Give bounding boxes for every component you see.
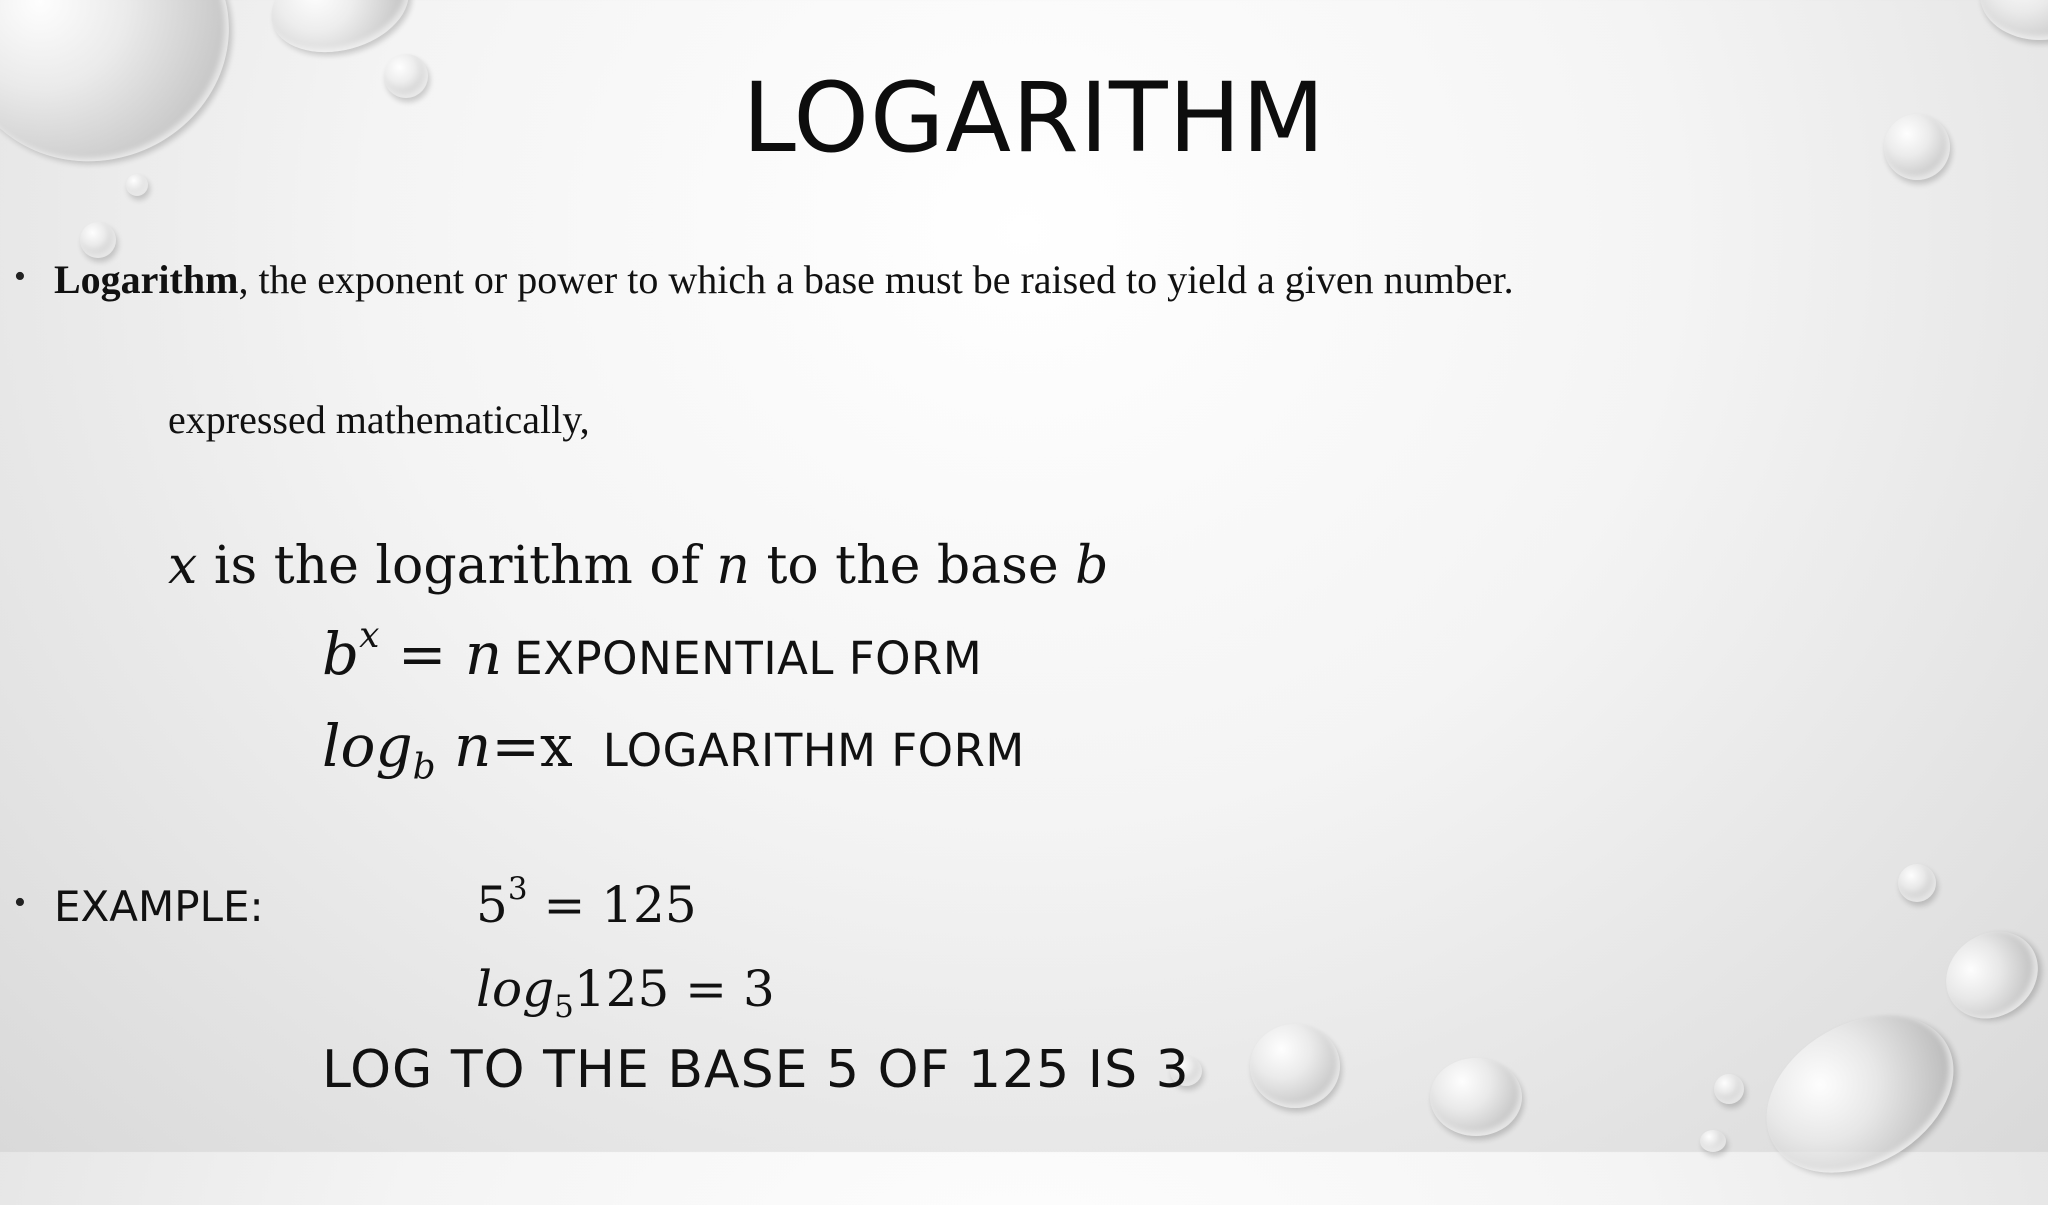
water-drop-decoration	[1980, 0, 2048, 40]
logarithm-form-line	[322, 712, 1025, 788]
eq2-log: log	[476, 960, 555, 1018]
statement-part2: to the base	[749, 536, 1076, 596]
var-b: b	[1075, 536, 1109, 596]
exp-equals: =	[379, 620, 465, 688]
log-equals-x: =x	[491, 712, 573, 780]
eq1-exponent: 3	[507, 870, 528, 907]
water-drop-decoration	[1250, 1024, 1340, 1108]
water-drop-decoration	[1700, 1130, 1726, 1152]
definition-text	[54, 256, 1514, 303]
var-x: x	[168, 536, 198, 596]
expressed-text: expressed mathematically,	[168, 397, 590, 442]
logarithm-form-label: LOGARITHM FORM	[602, 724, 1025, 777]
log-n: n	[435, 712, 492, 780]
definition-term: Logarithm	[54, 257, 239, 302]
bullet-icon: •	[14, 884, 26, 921]
bullet-icon: •	[14, 258, 26, 295]
definition-rest: , the exponent or power to which a base must be raised to yield a given number.	[238, 257, 1514, 302]
eq1-rest: = 125	[527, 876, 697, 934]
exp-exponent: x	[359, 615, 380, 657]
eq2-rest: 125 = 3	[573, 960, 775, 1018]
statement-part1: is the logarithm of	[197, 536, 717, 596]
eq1-base: 5	[476, 876, 508, 934]
log-base: b	[412, 746, 436, 788]
example-conclusion: LOG TO THE BASE 5 OF 125 IS 3	[322, 1040, 1190, 1100]
exp-base: b	[322, 620, 360, 688]
log-word: log	[322, 712, 413, 780]
exponential-form-line	[322, 615, 983, 688]
exponential-form-label: EXPONENTIAL FORM	[514, 632, 983, 685]
slide-title: LOGARITHM	[742, 62, 1326, 174]
exp-n: n	[464, 620, 503, 688]
var-n: n	[716, 536, 750, 596]
example-equation-exponential	[476, 870, 697, 934]
eq2-base: 5	[554, 988, 574, 1025]
water-drop-decoration	[80, 222, 116, 258]
example-label: EXAMPLE:	[54, 882, 264, 931]
water-drop-decoration	[1714, 1074, 1744, 1104]
water-drop-decoration	[1898, 864, 1936, 902]
water-drop-decoration	[1430, 1058, 1522, 1136]
logarithm-statement	[168, 536, 1108, 596]
water-drop-decoration	[1929, 914, 2048, 1036]
water-drop-decoration	[1738, 983, 1981, 1204]
water-drop-decoration	[126, 174, 148, 196]
example-equation-logarithm	[476, 960, 775, 1025]
